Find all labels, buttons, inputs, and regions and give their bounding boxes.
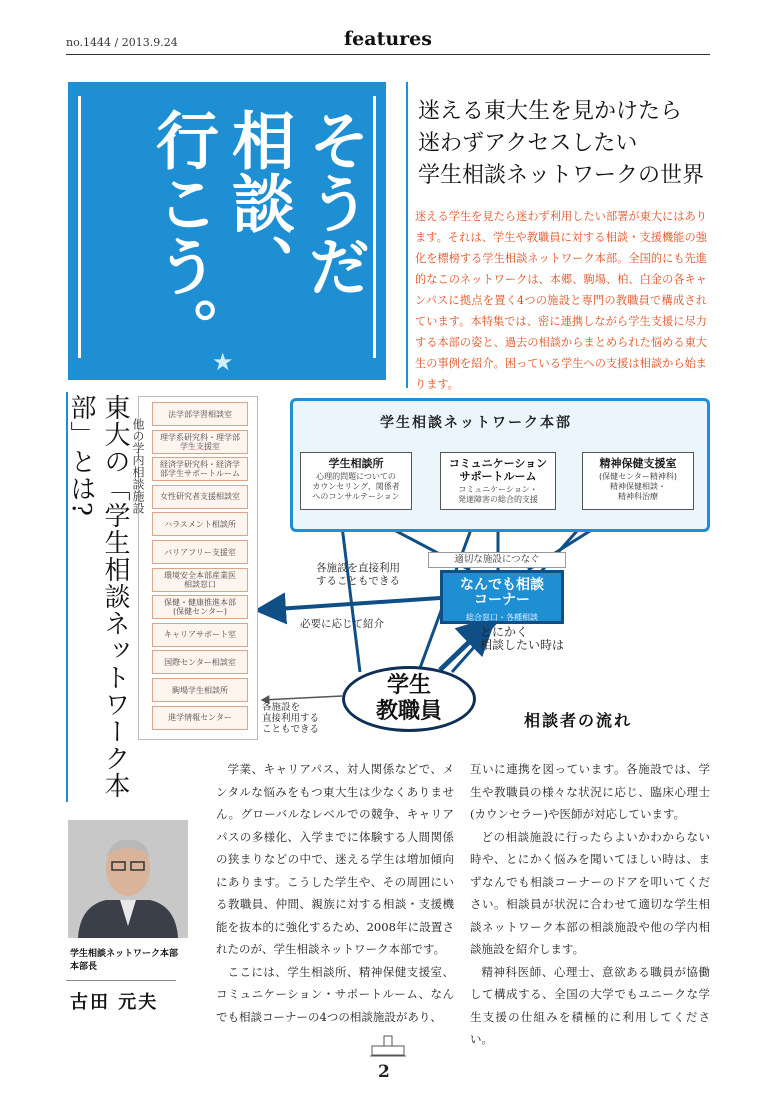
network-title: 学生相談ネットワーク本部	[380, 415, 572, 431]
person-label: 学生 教職員	[375, 673, 442, 724]
flow-caption: 相談者の流れ	[524, 711, 633, 730]
facility-item: 駒場学生相談所	[152, 678, 248, 702]
facility-item: 理学系研究科・理学部 学生支援室	[152, 430, 248, 454]
star-icon: ★	[212, 348, 234, 376]
paragraph: 学業、キャリアパス、対人関係などで、メンタルな悩みをもつ東大生は少なくありません。グローバルなレベルでの競争、キャリアパスの多様化、入学までに体験する人間関係の狭まりなどの中で、迷える学生は増加傾向にあります。こうした学生や、その周囲にいる教職員、仲間、親族に対する相談・支援機能を抜本的に強化するため、2008年に設置されたのが、学生相談ネットワーク本部です。	[216, 762, 454, 956]
unit-desc: 心理的問題についての カウンセリング、関係者 へのコンサルテーション	[312, 472, 400, 501]
title-line-2: 相談、	[222, 108, 295, 297]
unit-name: 学生相談所	[328, 457, 384, 470]
title-line-1: そうだ	[298, 108, 371, 297]
person-role: 学生相談ネットワーク本部 本部長	[70, 949, 179, 972]
paragraph: どの相談施設に行ったらよいかわからない時や、とにかく悩みを聞いてほしい時は、まずなんでも相談コーナーのドアを叩いてください。相談員が状況に合わせて適切な学生相談ネットワーク本部の相談施設や他の学内相談施設を紹介します。	[470, 829, 710, 956]
unit-sub: (保健センター精神科)	[599, 472, 677, 481]
direct-use-label: 各施設を直接利用 することもできる	[316, 562, 400, 587]
center-box	[440, 570, 564, 624]
direct-use2-label: 各施設を 直接利用する こともできる	[262, 702, 320, 735]
facility-item: バリアフリー支援室	[152, 540, 248, 564]
lead-line: 迷わずアクセスしたい	[418, 131, 638, 156]
unit-name: コミュニケーション サポートルーム	[448, 457, 548, 483]
unit-communication	[440, 452, 556, 510]
center-name: なんでも相談 コーナー	[460, 577, 544, 608]
caption-rule	[66, 980, 176, 981]
title-line-3: 行こう。	[146, 108, 219, 360]
unit-counseling	[300, 452, 412, 510]
as-needed-label: 必要に応じて紹介	[300, 618, 384, 630]
person-name: 古田 元夫	[70, 992, 159, 1013]
person-oval	[342, 666, 476, 732]
unit-desc: 精神保健相談・ 精神科治療	[610, 482, 666, 501]
paragraph: 精神科医師、心理士、意欲ある職員が協働して構成する、全国の大学でもユニークな学生支援の仕組みを積極的に利用してください。	[470, 964, 710, 1046]
page-number: 2	[378, 1062, 390, 1082]
body-column-2	[470, 758, 710, 1051]
facility-item: 国際センター相談室	[152, 650, 248, 674]
unit-name: 精神保健支援室	[599, 457, 677, 470]
paragraph: ここには、学生相談所、精神保健支援室、コミュニケーション・サポートルーム、なんでも相談コーナーの4つの相談施設があり、	[216, 964, 454, 1024]
facility-item: 進学情報センター	[152, 706, 248, 730]
facilities-title: 他の学内相談施設	[131, 418, 145, 514]
facility-item: 女性研究者支援相談室	[152, 485, 248, 509]
vertical-heading: 東大の「学生相談ネットワーク本部」とは?	[66, 394, 130, 799]
center-sub: 総合窓口・各種相談	[466, 613, 538, 622]
facility-item: キャリアサポート室	[152, 623, 248, 647]
facility-item: ハラスメント相談所	[152, 512, 248, 536]
facility-item: 経済学研究科・経済学 部学生サポートルーム	[152, 457, 248, 481]
facility-item: 保健・健康推進本部 (保健センター)	[152, 595, 248, 619]
hint-label: 適切な施設につなぐ	[428, 552, 566, 568]
facility-item: 法学部学習相談室	[152, 402, 248, 426]
intro-text: 迷える学生を見たら迷わず利用したい部署が東大にはあります。それは、学生や教職員に対する相談・支援機能の強化を標榜する学生相談ネットワーク本部。全国的にも先進的なこのネットワークは、本郷、駒場、柏、白金の各キャンパスに拠点を置く4つの施設と専門の教職員で構成されています。本特集では、密に連携しながら学生支援に尽力する本部の姿と、過去の相談からまとめられた悩める東大生の事例を紹介。困っている学生への支援は相談から始まります。	[415, 210, 707, 391]
lead-line: 迷える東大生を見かけたら	[418, 99, 683, 124]
person-photo	[68, 820, 188, 938]
lead-line: 学生相談ネットワークの世界	[418, 163, 705, 188]
portrait-image	[68, 820, 188, 938]
body-column-1	[216, 758, 454, 1028]
issue-number: no.1444 / 2013.9.24	[66, 36, 178, 49]
section-title: features	[344, 28, 432, 50]
paragraph: 互いに連携を図っています。各施設では、学生や教職員の様々な状況に応じ、臨床心理士(カウンセラー)や医師が対応しています。	[470, 762, 710, 821]
unit-desc: コミュニケーション・ 発達障害の総合的支援	[458, 485, 538, 504]
anyway-label: とにかく 相談したい時は	[480, 625, 565, 652]
unit-mental-health	[582, 452, 694, 510]
facility-item: 環境安全本部産業医 相談窓口	[152, 568, 248, 592]
building-logo-icon	[370, 1034, 406, 1058]
